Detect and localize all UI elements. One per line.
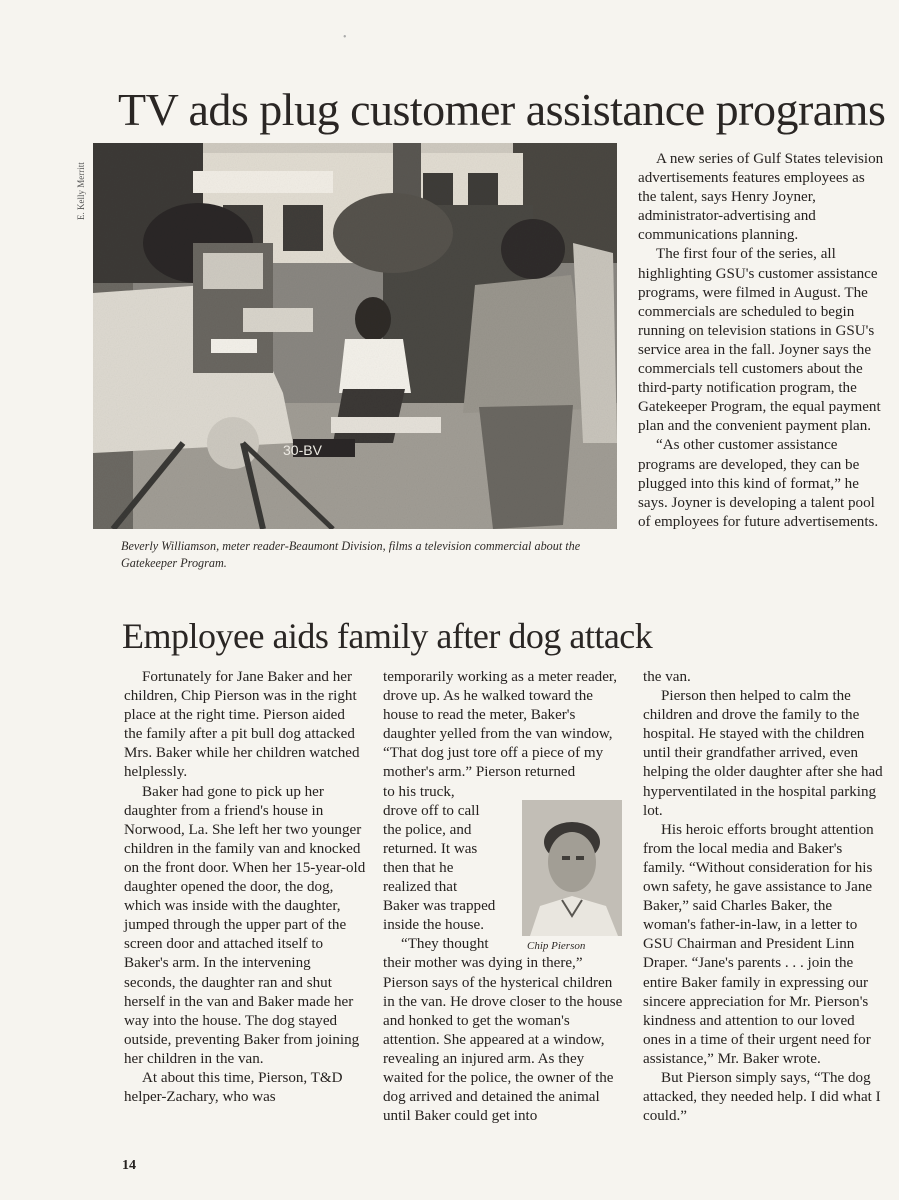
photo-credit: E. Kelly Merritt [76,162,86,220]
wrap-line: returned. It was [383,840,478,857]
page-number: 14 [122,1158,136,1173]
article1-body [638,150,884,532]
body-paragraph: Baker had gone to pick up her daughter from a friend's house in Norwood, La. She left her two younger children in the family van and knocked on the front door. When her 15-year-old daughter opened the door, the dog, which was inside with the daughter, jumped through the upper part of the screen door and attached itself to Baker's arm. In the intervening seconds, the daughter ran and shut herself in the van and Baker made her way into the house. The dog stayed outside, preventing Baker from joining her children in the van. [124,783,366,1067]
article2-column-1 [124,668,366,1107]
photo-caption: Beverly Williamson, meter reader-Beaumont Division, films a television commercial about the Gatekeeper Program. [121,539,581,570]
wrap-line: drove off to call [383,802,480,819]
body-paragraph: Fortunately for Jane Baker and her children, Chip Pierson was in the right place at the right time. Pierson aided the family after a pit bull dog attacked Mrs. Baker while her children watched helplessly. [124,669,360,781]
wrap-line: then that he [383,859,454,876]
wrap-line: “They thought [401,936,489,953]
article2-column-3 [643,668,883,1126]
wrap-line: the police, and [383,821,472,838]
wrap-line: inside the house. [383,917,485,934]
body-paragraph: Pierson then helped to calm the children and drove the family to the hospital. He stayed with the children until their grandfather arrived, even helping the older daughter after she had hyperventilated in the hospital parking lot. [643,688,883,819]
wrap-line: realized that [383,879,458,896]
portrait-caption: Chip Pierson [527,940,586,952]
article1-headline: TV ads plug customer assistance programs [118,84,886,135]
body-paragraph: the van. [643,669,691,685]
body-paragraph: their mother was dying in there,” Pierson says of the hysterical children in the van. He drove closer to the house and honked to get the woman's attention. She appeared at a window, revealing an injured arm. As they waited for the police, the owner of the dog arrived and detained the animal until Baker could get into [383,955,623,1125]
body-paragraph: “As other customer assistance programs are developed, they can be plugged into this kind of format,” he says. Joyner is developing a talent pool of employees for future advertisements. [638,437,879,530]
body-paragraph: But Pierson simply says, “The dog attacked, they needed help. I did what I could.” [643,1069,881,1125]
wrap-line: Baker was trapped [383,898,496,915]
photo-plate-text: 30-BV [283,442,322,458]
chip-pierson-portrait [522,800,622,936]
article2-headline: Employee aids family after dog attack [122,616,653,656]
body-paragraph: His heroic efforts brought attention from the local media and Baker's family. “Without consideration for his own safety, he gave assistance to Jane Baker,” said Charles Baker, the woman's father-in-law, in a letter to GSU Chairman and President Linn Draper. “Jane's parents . . . join the entire Baker family in expressing our sincere appreciation for Mr. Pierson's kindness and attention to our loved ones in a time of their urgent need for assistance,” Mr. Baker wrote. [643,821,874,1067]
body-paragraph: The first four of the series, all highlighting GSU's customer assistance programs, were filmed in August. The commercials are scheduled to begin running on television stations in GSU's service area in the fall. Joyner says the commercials tell customers about the third-party notification program, the Gatekeeper Program, the equal payment plan and the convenient payment plan. [638,246,881,435]
body-paragraph: temporarily working as a meter reader, drove up. As he walked toward the house to read the meter, Baker's daughter yelled from the van window, “That dog just tore off a piece of my mother's arm.” Pierson returned [383,669,618,781]
commercial-filming-photo [93,143,617,529]
print-smudge: • [343,32,347,43]
body-paragraph: A new series of Gulf States television advertisements features employees as the talent, says Henry Joyner, administrator-advertising and communications planning. [638,151,884,244]
body-paragraph: At about this time, Pierson, T&D helper-Zachary, who was [124,1069,343,1106]
wrap-line: to his truck, [383,783,455,800]
